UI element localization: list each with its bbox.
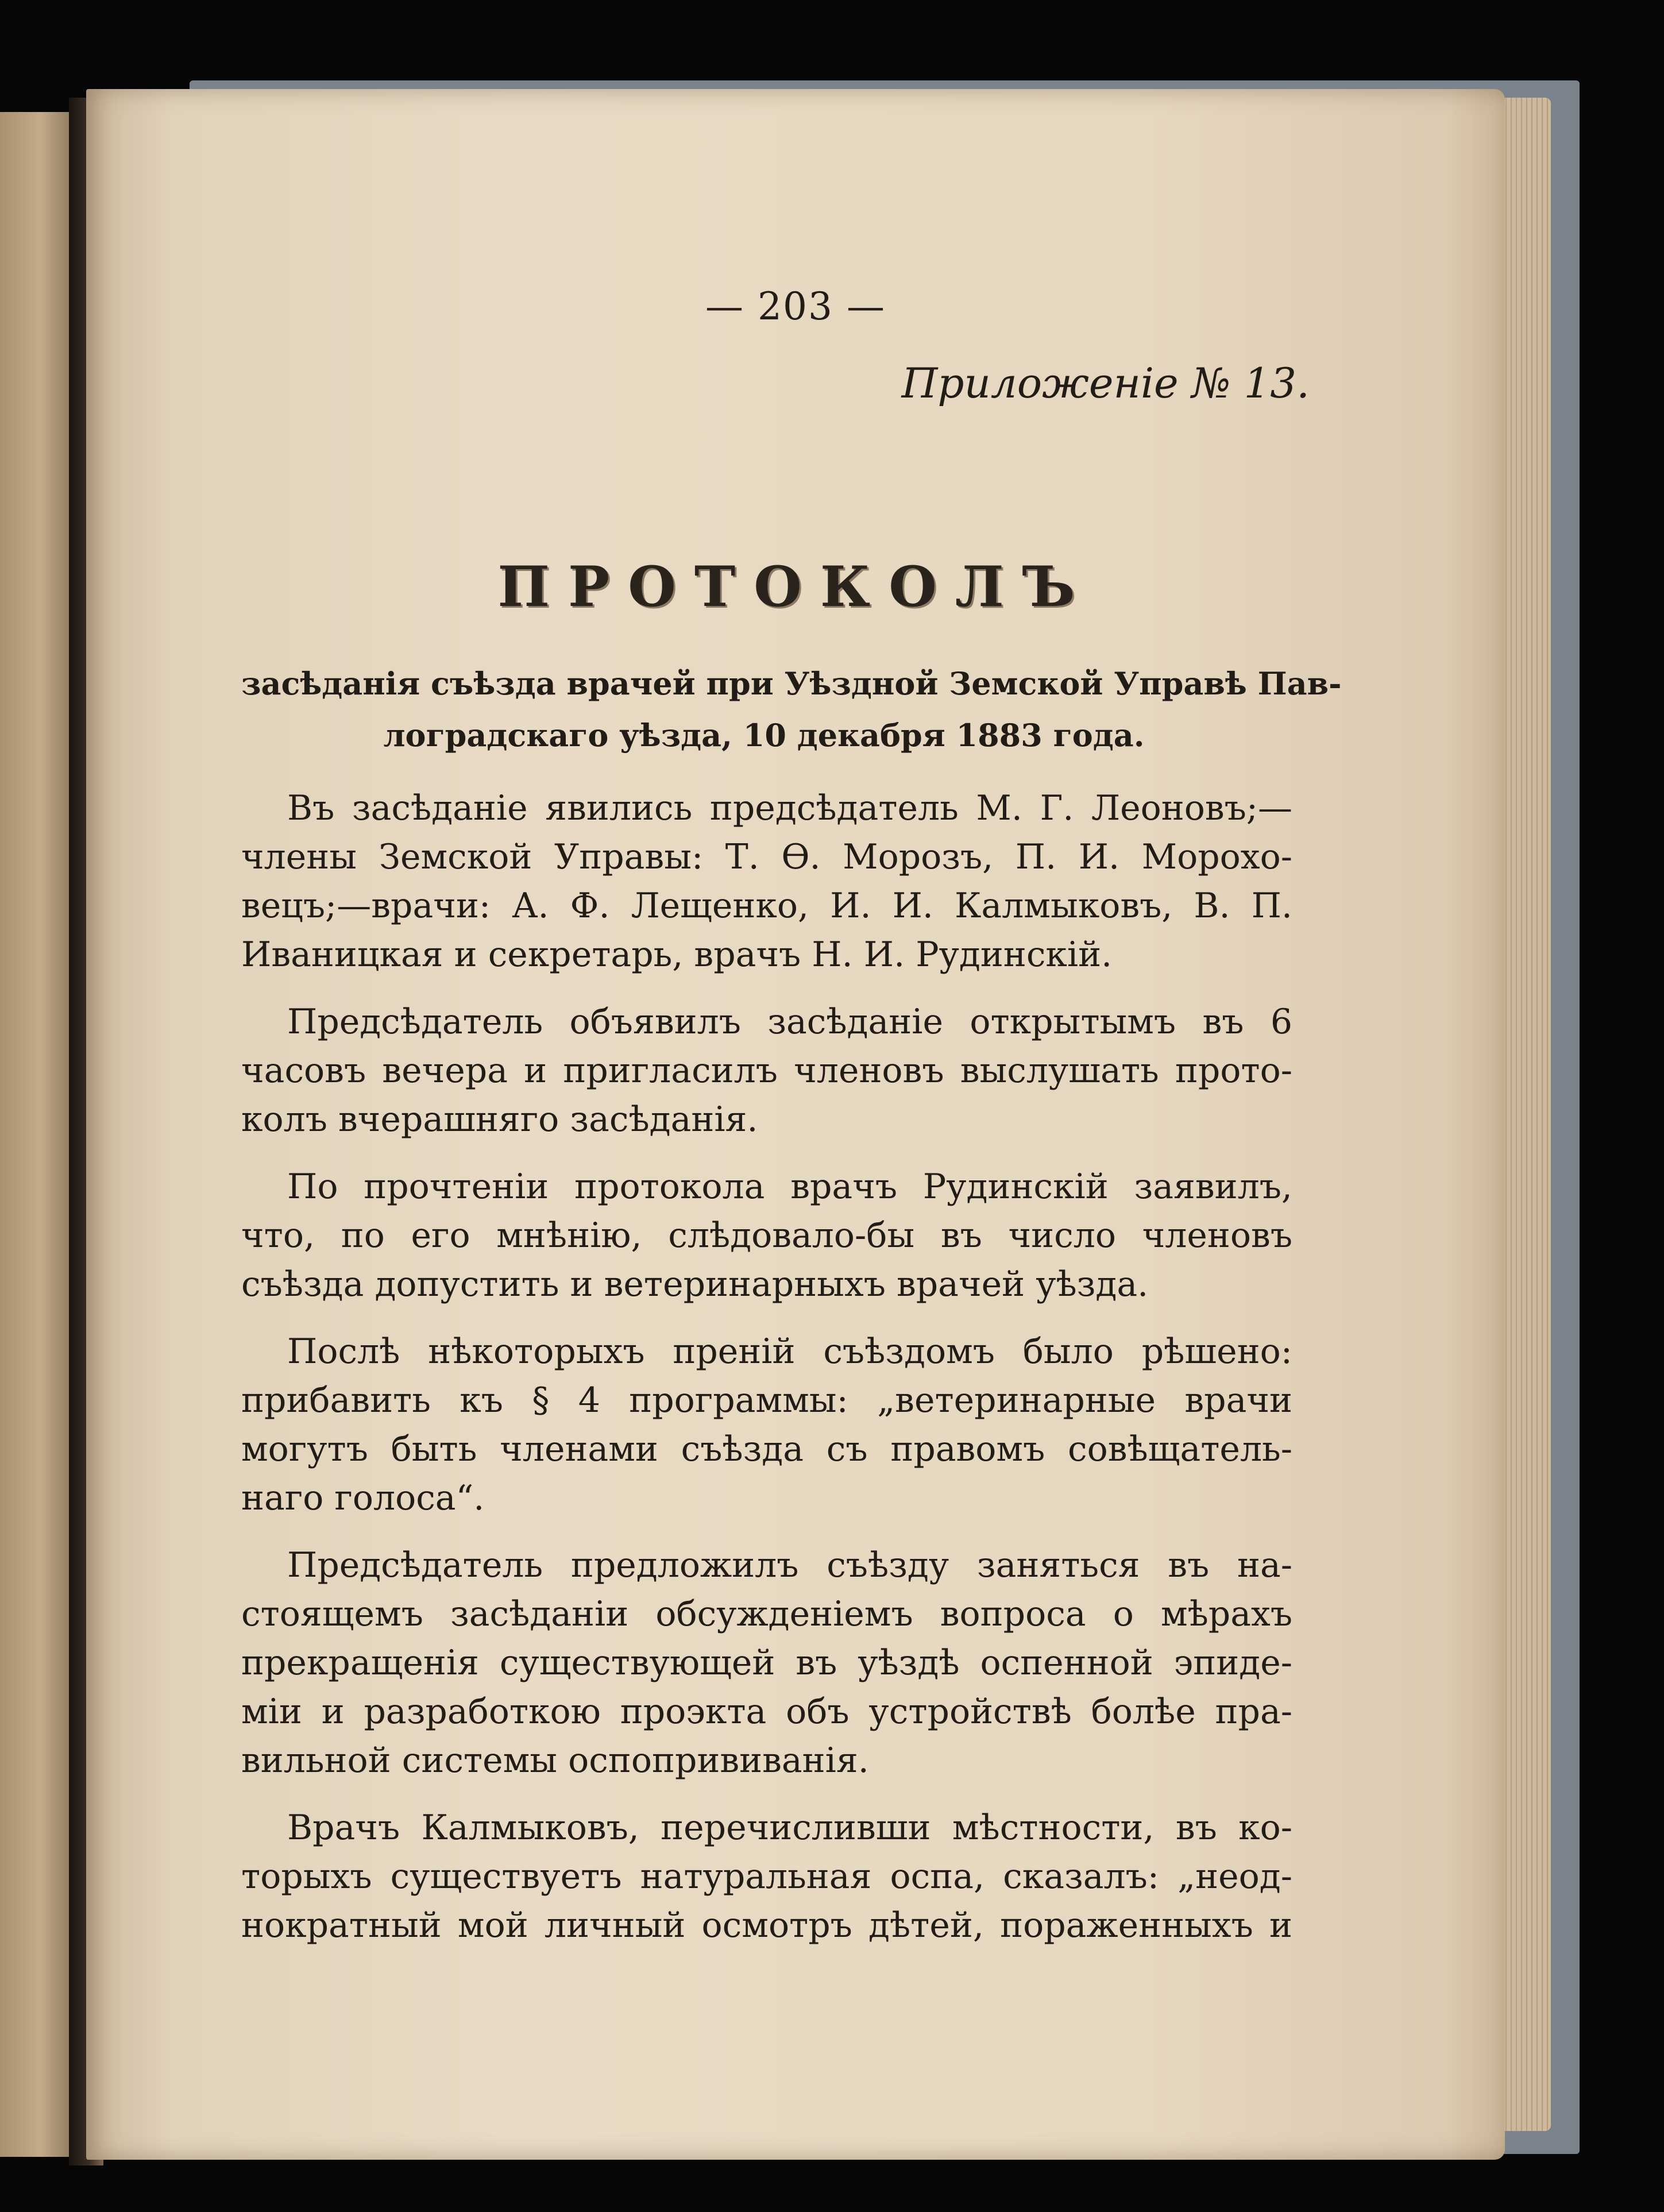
text-line: По прочтеніи протокола врачъ Рудинскій заявилъ, (287, 1167, 1292, 1207)
paragraph (241, 1327, 1292, 1523)
text-line: Предсѣдатель предложилъ съѣзду заняться въ на- (287, 1545, 1292, 1585)
text-line: прибавить къ § 4 программы: „ветеринарные врачи (241, 1380, 1292, 1420)
text-line: могутъ быть членами съѣзда съ правомъ совѣщатель- (241, 1429, 1292, 1469)
text-line: прекращенія существующей въ уѣздѣ оспенной эпиде- (241, 1643, 1292, 1683)
text-line: Въ засѣданіе явились предсѣдатель М. Г. Леоновъ;— (287, 788, 1292, 828)
paragraph (241, 1163, 1292, 1309)
text-line: Предсѣдатель объявилъ засѣданіе открытымъ въ 6 (287, 1002, 1292, 1042)
body-text (241, 784, 1292, 1950)
paragraph (241, 1541, 1292, 1785)
text-line: Иваницкая и секретарь, врачъ Н. И. Рудинскій. (241, 935, 1113, 975)
text-line: Послѣ нѣкоторыхъ преній съѣздомъ было рѣшено: (287, 1331, 1292, 1372)
text-line: вильной системы оспопрививанія. (241, 1740, 869, 1781)
page-number: — 203 — (705, 284, 886, 329)
text-line: нократный мой личный осмотръ дѣтей, пораженныхъ и (241, 1905, 1292, 1945)
subtitle-line: засѣданія съѣзда врачей при Уѣздной Земской Управѣ Пав- (241, 665, 1342, 702)
paragraph (241, 784, 1292, 979)
paragraph (241, 1804, 1292, 1950)
appendix-label: Приложеніе № 13. (901, 359, 1310, 407)
text-line: торыхъ существуетъ натуральная оспа, сказалъ: „неод- (241, 1856, 1292, 1897)
text-line: міи и разработкою проэкта объ устройствѣ болѣе пра- (241, 1692, 1292, 1732)
paragraph (241, 998, 1292, 1144)
text-line: члены Земской Управы: Т. Ѳ. Морозъ, П. И. Морохо- (241, 837, 1292, 877)
text-line: вецъ;—врачи: А. Ф. Лещенко, И. И. Калмыковъ, В. П. (241, 886, 1292, 926)
text-line: съѣзда допустить и ветеринарныхъ врачей уѣзда. (241, 1264, 1149, 1304)
text-line: часовъ вечера и пригласилъ членовъ выслушать прото- (241, 1051, 1292, 1091)
text-line: стоящемъ засѣданіи обсужденіемъ вопроса о мѣрахъ (241, 1594, 1292, 1634)
text-line: колъ вчерашняго засѣданія. (241, 1099, 758, 1140)
text-line: наго голоса“. (241, 1478, 485, 1518)
document-title: ПРОТОКОЛЪ (497, 554, 1094, 619)
book-page (86, 89, 1505, 2160)
text-line: что, по его мнѣнію, слѣдовало-бы въ число членовъ (241, 1215, 1292, 1256)
document-subtitle (241, 658, 1342, 761)
subtitle-line: лоградскаго уѣзда, 10 декабря 1883 года. (383, 717, 1145, 754)
text-line: Врачъ Калмыковъ, перечисливши мѣстности, въ ко- (287, 1808, 1292, 1848)
